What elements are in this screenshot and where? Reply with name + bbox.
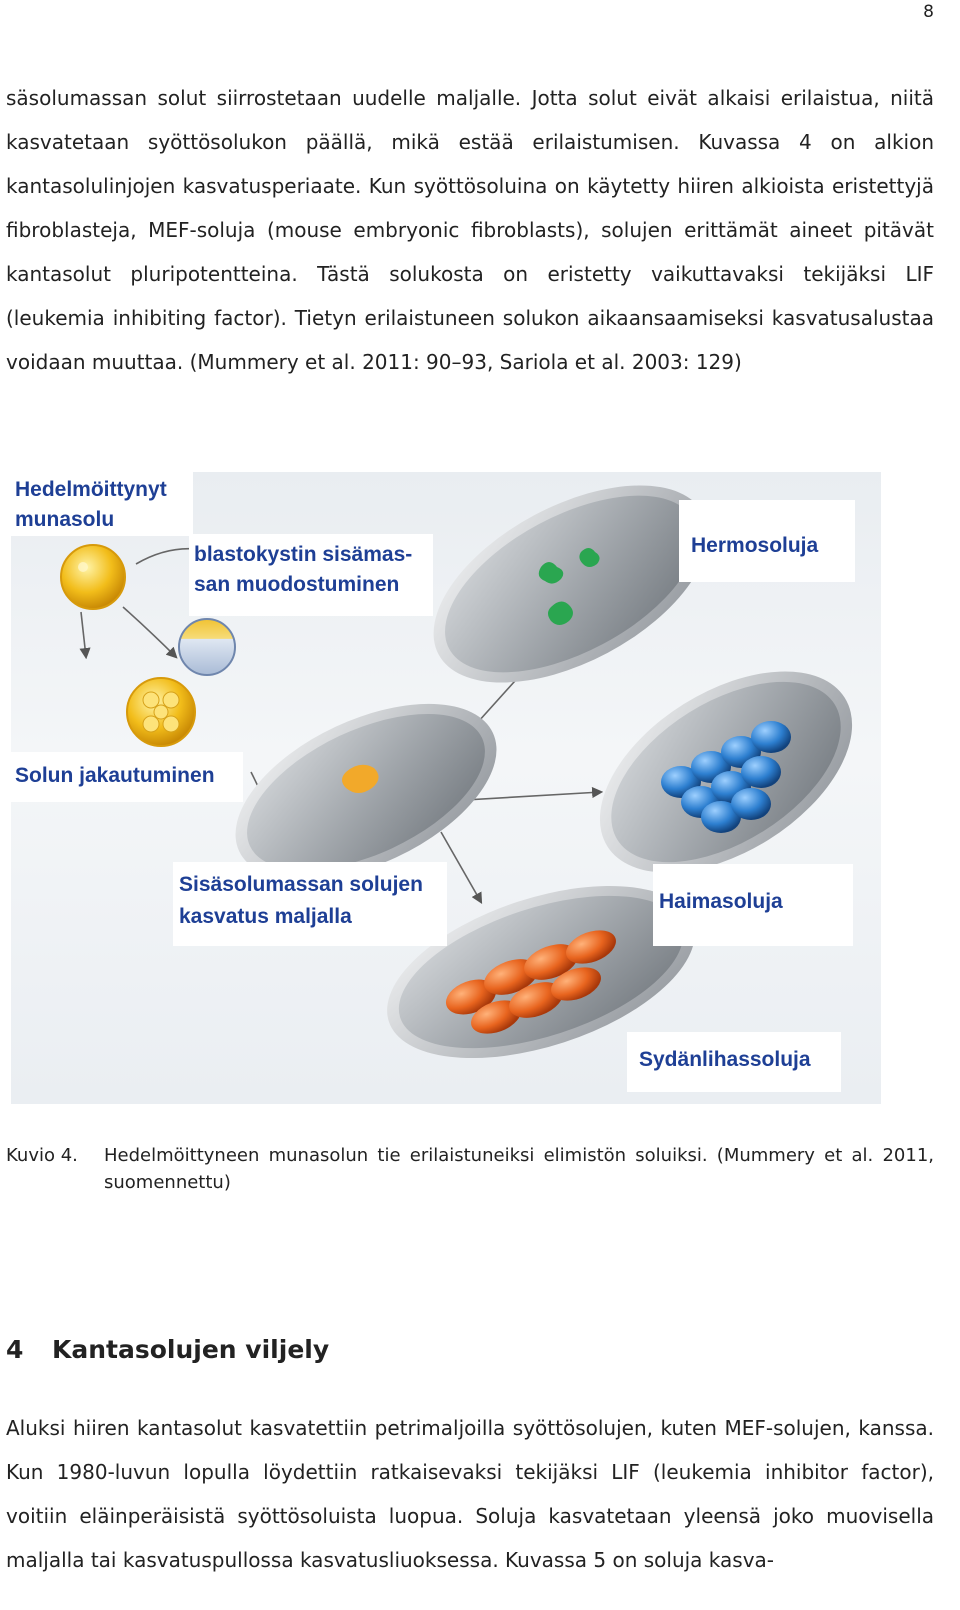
label-inner-mass-line2: kasvatus maljalla — [179, 905, 352, 928]
label-pancreatic-cells: Haimasoluja — [659, 890, 783, 913]
figure-caption — [6, 1142, 934, 1196]
label-blastocyst-line2: san muodostuminen — [194, 573, 400, 596]
blastocyst-icon — [179, 619, 235, 675]
section-title: Kantasolujen viljely — [52, 1335, 330, 1364]
stem-cell-figure — [11, 472, 881, 1104]
label-cell-division: Solun jakautuminen — [15, 764, 215, 787]
section-paragraph: Aluksi hiiren kantasolut kasvatettiin petrimaljoilla syöttösolujen, kuten MEF-solujen, kanssa. Kun 1980-luvun lopulla löydettiin ratkaisevaksi tekijäksi LIF (leukemia inhibitor factor), voitiin eläinperäisistä syöttösoluista luopua. Soluja kasvatetaan yleensä joko muovisella maljalla tai kasvatuspullossa kasvatusliuoksessa. Kuvassa 5 on soluja kasva- — [6, 1416, 934, 1572]
caption-label: Kuvio 4. — [6, 1145, 78, 1166]
arrow-egg-to-division — [81, 612, 86, 657]
label-fertilized-egg-line2: munasolu — [15, 508, 115, 531]
section-heading — [6, 1330, 329, 1370]
arrow-egg-to-blastocyst — [123, 607, 176, 657]
caption-text: Hedelmöittyneen munasolun tie erilaistuneiksi elimistön soluiksi. (Mummery et al. 2011, suomennettu) — [104, 1145, 934, 1193]
label-blastocyst-line1: blastokystin sisämas- — [194, 543, 413, 566]
page-number: 8 — [923, 2, 934, 22]
section-number: 4 — [6, 1335, 24, 1364]
label-nerve-cells: Hermosoluja — [691, 534, 819, 557]
dividing-cell-icon — [127, 678, 195, 746]
fertilized-egg-icon — [61, 545, 125, 609]
intro-paragraph: säsolumassan solut siirrostetaan uudelle maljalle. Jotta solut eivät alkaisi erilaistua, niitä kasvatetaan syöttösolukon päällä, mikä estää erilaistumisen. Kuvassa 4 on alkion kantasolulinjojen kasvatusperiaate. Kun syöttösoluina on käytetty hiiren alkioista eristettyjä fibroblasteja, MEF-soluja (mouse embryonic fibroblasts), solujen erittämät aineet pitävät kantasolut pluripotentteina. Tästä solukosta on eristetty vaikuttavaksi tekijäksi LIF (leukemia inhibiting factor). Tietyn erilaistuneen solukon aikaansaamiseksi kasvatusalustaa voidaan muuttaa. (Mummery et al. 2011: 90–93, Sariola et al. 2003: 129) — [6, 86, 934, 374]
label-heart-muscle-cells: Sydänlihassoluja — [639, 1048, 811, 1071]
stem-cell-diagram — [11, 472, 881, 1104]
label-inner-mass-line1: Sisäsolumassan solujen — [179, 873, 423, 896]
label-fertilized-egg-line1: Hedelmöittynyt — [15, 478, 167, 501]
